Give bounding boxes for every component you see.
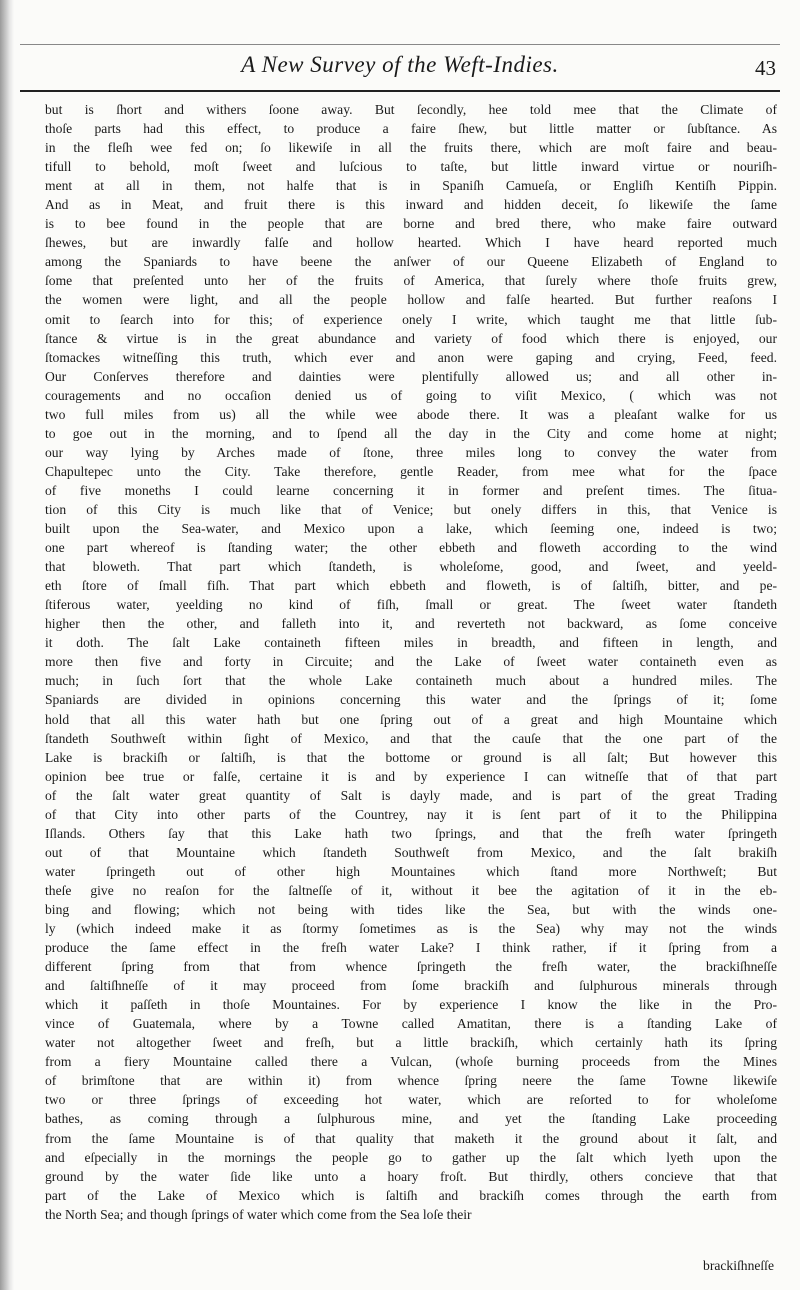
text-line: our way lying by Arches made of ſtone, three miles long to convey the water from [45, 444, 777, 460]
text-line: built upon the Sea-water, and Mexico upon a lake, which ſeeming one, indeed is two; [45, 521, 777, 537]
binding-gutter [0, 0, 14, 1290]
text-line: ſome that preſented unto her of the fruits of America, that ſurely where thoſe fruits grew, [45, 273, 777, 289]
text-line: different ſpring from that from whence ſpringeth the freſh water, the brackiſhneſſe [45, 959, 777, 975]
text-line: And as in Meat, and fruit there is this inward and hidden deceit, ſo likewiſe the ſame [45, 197, 777, 213]
text-line: ground by the water ſide like unto a hoary froſt. But thirdly, others concieve that that [45, 1168, 777, 1184]
text-line: from a fiery Mountaine called there a Vulcan, (whoſe burning proceeds from the Mines [45, 1054, 777, 1070]
text-line: ſtiferous water, yeelding no kind of fiſh, ſmall or great. The ſweet water ſtandeth [45, 597, 777, 613]
text-line: thoſe parts had this effect, to produce a faire ſhew, but little matter or ſubſtance. As [45, 121, 777, 137]
text-line: much; in ſuch ſort that the whole Lake containeth much about a hundred miles. The [45, 673, 777, 689]
text-line: it doth. The ſalt Lake containeth fifteen miles in breadth, and fifteen in length, and [45, 635, 777, 651]
text-line: tifull to behold, moſt ſweet and luſcious to taſte, but little inward virtue or nouriſh- [45, 159, 777, 175]
text-line: part of the Lake of Mexico which is ſaltiſh and brackiſh comes through the earth from [45, 1187, 777, 1203]
text-line: Spaniards are divided in opinions concerning this water and the ſprings of it; ſome [45, 692, 777, 708]
text-line: higher then the other, and falleth into it, and reverteth not backward, as ſome conceive [45, 616, 777, 632]
text-line: but is ſhort and withers ſoone away. But ſecondly, hee told mee that the Climate of [45, 102, 777, 117]
text-line: Chapultepec unto the City. Take therefore, gentle Reader, from mee what for the ſpace [45, 463, 777, 479]
text-line: couragements and no occaſion denied us of going to viſit Mexico, ( which was not [45, 387, 777, 403]
page-number: 43 [755, 56, 776, 80]
text-line: opinion bee true or falſe, certaine it is and by experience I can witneſſe that of that part [45, 768, 777, 784]
text-line: and ſaltiſhneſſe of it may proceed from ſome brackiſh and ſulphurous minerals through [45, 978, 777, 994]
text-line: ment at all in them, not halfe that is in Spaniſh Camueſa, or Engliſh Kentiſh Pippin. [45, 178, 777, 194]
text-line: Iſlands. Others ſay that this Lake hath two ſprings, and that the freſh water ſpringeth [45, 825, 777, 841]
text-line: of brimſtone that are within it) from whence ſpring neere the ſame Towne likewiſe [45, 1073, 777, 1089]
text-line: water ſpringeth out of other high Mountaines which ſtand more Northweſt; But [45, 863, 777, 879]
text-line: the North Sea; and though ſprings of water which come from the Sea loſe their [45, 1206, 472, 1222]
text-line: ſtomackes witneſſing this truth, which ever and anon were gaping and crying, Feed, feed. [45, 349, 777, 365]
text-line: is to bee found in the people that are borne and bred there, who make faire outward [45, 216, 777, 232]
text-line: out of that Mountaine which ſtandeth Southweſt from Mexico, and the ſalt brakiſh [45, 844, 777, 860]
text-line: two full miles from us) all the while wee abode there. It was a pleaſant walke for us [45, 406, 777, 422]
text-line: of five moneths I could learne concerning it in former and preſent times. The ſitua- [45, 482, 777, 498]
text-line: that bloweth. That part which ſtandeth, is wholeſome, good, and ſweet, and yeeld- [45, 559, 777, 575]
text-line: bing and flowing; which not being with tides like the Sea, but with the winds one- [45, 901, 777, 917]
catchword: brackiſhneſſe [703, 1258, 774, 1273]
text-line: of that City into other parts of the Countrey, nay it is ſent part of it to the Philippina [45, 806, 777, 822]
text-line: one part whereof is ſtanding water; the other ebbeth and floweth according to the wind [45, 540, 777, 556]
text-line: ly (which indeed make it as ſtormy ſometimes as is the Sea) why may not the winds [45, 921, 777, 937]
text-line: which it paſſeth in thoſe Mountaines. For by experience I know the like in the Pro- [45, 997, 777, 1013]
text-line: water not altogether ſweet and freſh, but a little brackiſh, which certainly hath its ſpring [45, 1035, 777, 1051]
text-line: Our Conſerves therefore and dainties were plentifully allowed us; and all other in- [45, 368, 777, 384]
text-line: among the Spaniards to have beene the anſwer of our Queene Elizabeth of England to [45, 254, 777, 270]
text-block [45, 100, 777, 1224]
text-line: bathes, as coming through a ſulphurous mine, and yet the ſtanding Lake proceeding [45, 1111, 777, 1127]
text-line: tion of this City is much like that of Venice; but onely differs in this, that Venice is [45, 501, 777, 517]
text-line: more then five and forty in Circuite; and the Lake of ſweet water containeth even as [45, 654, 777, 670]
text-line: Lake is brackiſh or ſaltiſh, is that the bottome or ground is all ſalt; But however this [45, 749, 777, 765]
text-line: ſtance & virtue is in the great abundance and variety of food which there is enjoyed, our [45, 330, 777, 346]
text-line: vince of Guatemala, where by a Towne called Amatitan, there is a ſtanding Lake of [45, 1016, 777, 1032]
text-line: in the fleſh wee fed on; ſo likewiſe in all the fruits there, which are moſt faire and beau- [45, 140, 777, 156]
text-line: produce the ſame effect in the freſh water Lake? I think rather, if it ſpring from a [45, 940, 777, 956]
text-line: from the ſame Mountaine is of that quality that maketh it the ground about it ſalt, and [45, 1130, 777, 1146]
text-line: the women were light, and all the people hollow and falſe hearted. But further reaſons I [45, 292, 777, 308]
text-line: to goe out in the morning, and to ſpend all the day in the City and come home at night; [45, 425, 777, 441]
text-line: hold that all this water hath but one ſpring out of a great and high Mountaine which [45, 711, 777, 727]
text-line: omit to ſearch into for this; of experience onely I write, which taught me that little ſub- [45, 311, 777, 327]
text-line: ſhewes, but are inwardly falſe and hollow hearted. Which I have heard reported much [45, 235, 777, 251]
running-header [20, 52, 780, 92]
text-line: two or three ſprings of exceeding hot water, which are reſorted to for wholeſome [45, 1092, 777, 1108]
text-line: eth ſtore of ſmall fiſh. That part which ebbeth and floweth, is of ſaltiſh, bitter, and pe- [45, 578, 777, 594]
text-line: theſe give no reaſon for the ſaltneſſe of it, without it bee the agitation of it in the eb- [45, 882, 777, 898]
text-line: and eſpecially in the mornings the people go to gather up the ſalt which lyeth upon the [45, 1149, 777, 1165]
text-line: ſtandeth Southweſt within ſight of Mexico, and that the cauſe that the one part of the [45, 730, 777, 746]
top-rule [20, 44, 780, 45]
running-title: A New Survey of the Weft-Indies. [241, 52, 559, 77]
text-line: of the ſalt water great quantity of Salt is dayly made, and is part of the great Trading [45, 787, 777, 803]
